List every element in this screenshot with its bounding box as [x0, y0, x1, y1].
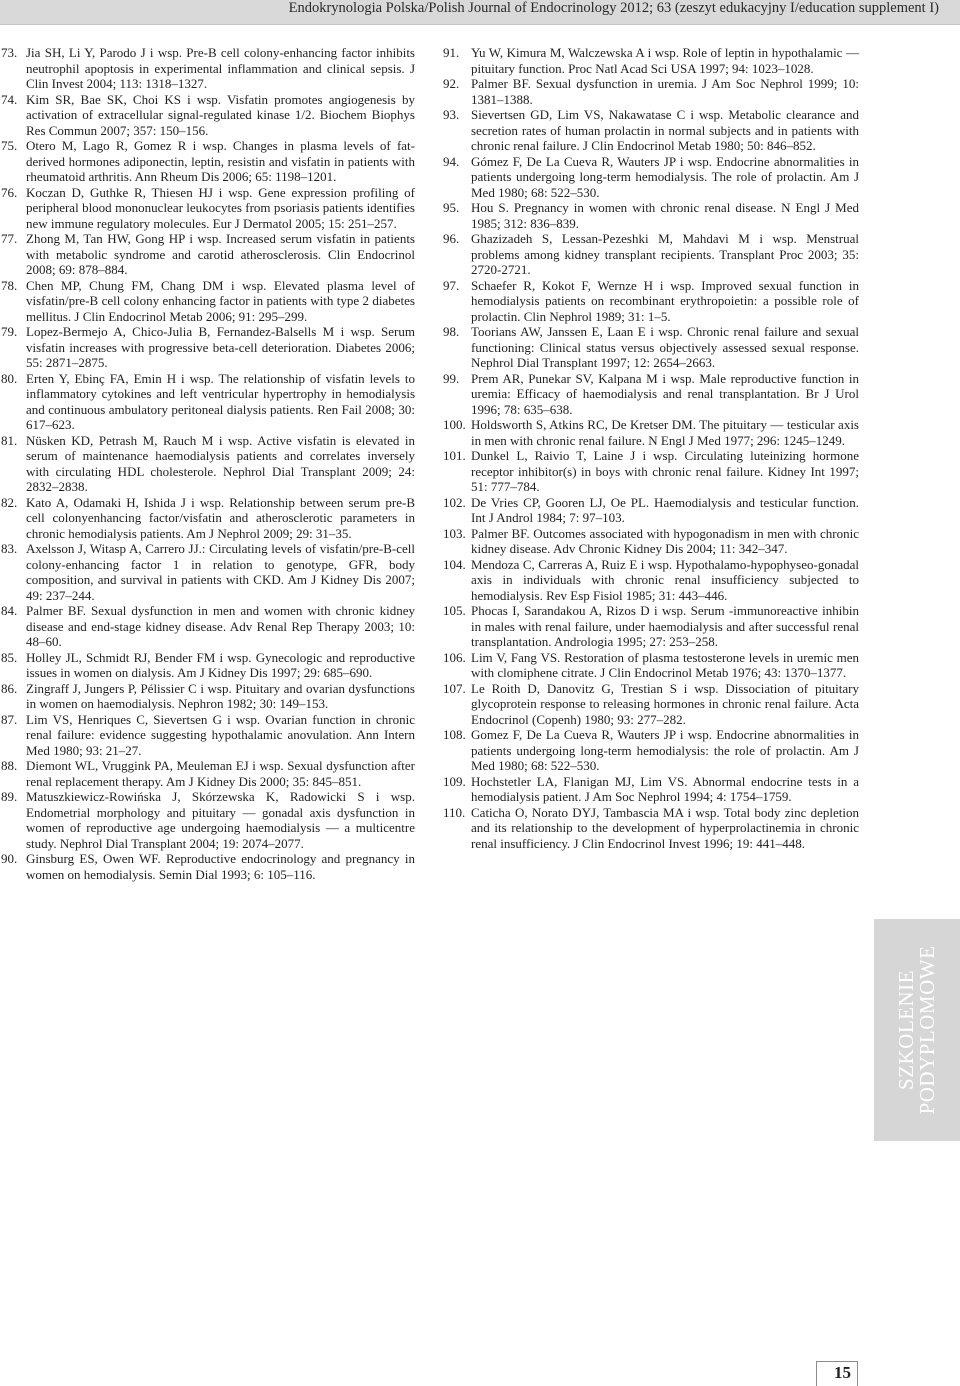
reference-99 — [443, 371, 859, 418]
reference-103 — [443, 526, 859, 557]
reference-number: 83. — [1, 541, 18, 556]
reference-number: 77. — [1, 231, 18, 246]
reference-84 — [1, 603, 415, 650]
running-header — [0, 0, 960, 25]
reference-89 — [1, 789, 415, 851]
reference-86 — [1, 681, 415, 712]
reference-text: Ginsburg ES, Owen WF. Reproductive endocrinology and pregnancy in women on hemodialysis. Semin Dial 1993; 6: 105–116. — [26, 851, 415, 882]
side-tab-line-2: PODYPLOMOWE — [915, 945, 939, 1115]
reference-text: Otero M, Lago R, Gomez R i wsp. Changes in plasma levels of fat-derived hormones adiponectin, leptin, resistin and visfatin in patients with rheumatoid arthritis. Ann Rheum Dis 2006; 65: 1198–1201. — [26, 138, 415, 184]
reference-number: 108. — [443, 727, 466, 742]
reference-110 — [443, 805, 859, 852]
reference-number: 76. — [1, 184, 18, 200]
running-header-title: Endokrynologia Polska/Polish Journal of Endocrinology 2012; 63 (zeszyt edukacyjny I/education supplement I) — [288, 0, 939, 16]
reference-text: Diemont WL, Vruggink PA, Meuleman EJ i wsp. Sexual dysfunction after renal replacement therapy. Am J Kidney Dis 2000; 35: 845–851. — [26, 758, 415, 789]
reference-text: Schaefer R, Kokot F, Wernze H i wsp. Improved sexual function in hemodialysis patients on recombinant erythropoietin: a possible role of prolactin. Clin Nephrol 1989; 31: 1–5. — [471, 277, 859, 324]
reference-number: 102. — [443, 494, 466, 510]
reference-text: Lim VS, Henriques C, Sievertsen G i wsp. Ovarian function in chronic renal failure: evidence suggesting hypothalamic anovulation. Ann Intern Med 1980; 93: 21–27. — [26, 711, 415, 758]
reference-text: Palmer BF. Outcomes associated with hypogonadism in men with chronic kidney disease. Adv Chronic Kidney Dis 2004; 11: 342–347. — [471, 525, 859, 556]
reference-number: 74. — [1, 91, 18, 107]
reference-97 — [443, 278, 859, 325]
reference-number: 93. — [443, 107, 460, 122]
reference-number: 101. — [443, 448, 466, 463]
reference-text: Axelsson J, Witasp A, Carrero JJ.: Circulating levels of visfatin/pre-B-cell colony-enhancing factor 1 in relation to genotype, GFR, body composition, and survival in patients with CKD. Am J Kidney Dis 2007; 49: 237–244. — [26, 541, 415, 603]
reference-text: Phocas I, Sarandakou A, Rizos D i wsp. Serum -immunoreactive inhibin in males with renal failure, under haemodialysis and after successful renal transplantation. Andrologia 1995; 27: 253–258. — [471, 603, 859, 649]
reference-text: Mendoza C, Carreras A, Ruiz E i wsp. Hypothalamo-hypophyseo-gonadal axis in individuals with chronic renal insufficiency subjected to hemodialysis. Rev Esp Fisiol 1985; 31: 443–446. — [471, 556, 859, 603]
reference-number: 85. — [1, 649, 18, 665]
reference-number: 75. — [1, 138, 18, 153]
reference-94 — [443, 154, 859, 201]
reference-81 — [1, 433, 415, 495]
reference-107 — [443, 681, 859, 728]
reference-text: Jia SH, Li Y, Parodo J i wsp. Pre-B cell colony-enhancing factor inhibits neutrophil apoptosis in experimental inflammation and clinical sepsis. J Clin Invest 2004; 113: 1318–1327. — [26, 45, 415, 91]
reference-91 — [443, 45, 859, 76]
reference-text: Toorians AW, Janssen E, Laan E i wsp. Chronic renal failure and sexual functioning: Clinical status versus objectively assessed sexual response. Nephrol Dial Transplant 1997; 12: 2654–2663. — [471, 324, 859, 370]
reference-number: 91. — [443, 45, 460, 60]
reference-number: 73. — [1, 45, 18, 60]
reference-number: 97. — [443, 277, 460, 293]
reference-85 — [1, 650, 415, 681]
reference-number: 79. — [1, 324, 18, 339]
reference-76 — [1, 185, 415, 232]
side-tab-line-1: SZKOLENIE — [894, 970, 918, 1090]
reference-104 — [443, 557, 859, 604]
page-number: 15 — [834, 1363, 851, 1382]
reference-number: 110. — [443, 804, 466, 820]
reference-82 — [1, 495, 415, 542]
reference-text: Hou S. Pregnancy in women with chronic renal disease. N Engl J Med 1985; 312: 836–839. — [471, 200, 859, 231]
reference-text: Gómez F, De La Cueva R, Wauters JP i wsp. Endocrine abnormalities in patients undergoing long-term hemodialysis. The role of prolactin. Am J Med 1980; 68: 522–530. — [471, 153, 859, 200]
reference-number: 80. — [1, 370, 18, 386]
reference-77 — [1, 231, 415, 278]
reference-98 — [443, 324, 859, 371]
reference-number: 98. — [443, 324, 460, 339]
reference-text: Lim V, Fang VS. Restoration of plasma testosterone levels in uremic men with clomiphene citrate. J Clin Endocrinol Metab 1976; 43: 1370–1377. — [471, 649, 859, 680]
reference-73 — [1, 45, 415, 92]
reference-text: Prem AR, Punekar SV, Kalpana M i wsp. Male reproductive function in uremia: Efficacy of haemodialysis and renal transplantation. Br J Urol 1996; 78: 635–638. — [471, 370, 859, 417]
reference-text: Caticha O, Norato DYJ, Tambascia MA i wsp. Total body zinc depletion and its relationship to the development of hyperprolactinemia in chronic renal insufficiency. J Clin Endocrinol Invest 1996; 19: 441–448. — [471, 804, 859, 851]
reference-number: 88. — [1, 758, 18, 773]
reference-number: 82. — [1, 494, 18, 510]
reference-95 — [443, 200, 859, 231]
page-number-box — [816, 1361, 858, 1386]
reference-text: Chen MP, Chung FM, Chang DM i wsp. Elevated plasma level of visfatin/pre-B cell colony enhancing factor in patients with type 2 diabetes mellitus. J Clin Endocrinol Metab 2006; 91: 295–299. — [26, 277, 415, 324]
reference-108 — [443, 727, 859, 774]
reference-80 — [1, 371, 415, 433]
reference-109 — [443, 774, 859, 805]
reference-74 — [1, 92, 415, 139]
reference-text: Erten Y, Ebinç FA, Emin H i wsp. The relationship of visfatin levels to inflammatory cytokines and left ventricular hypertrophy in hemodialysis and continuous ambulatory peritoneal dialysis patients. Ren Fail 2008; 30: 617–623. — [26, 370, 415, 432]
reference-number: 106. — [443, 649, 466, 665]
reference-79 — [1, 324, 415, 371]
reference-106 — [443, 650, 859, 681]
reference-text: Le Roith D, Danovitz G, Trestian S i wsp. Dissociation of pituitary glycoprotein response to releasing hormones in chronic renal failure. Acta Endocrinol (Copenh) 1980; 93: 277–282. — [471, 680, 859, 727]
reference-number: 89. — [1, 789, 18, 804]
reference-105 — [443, 603, 859, 650]
reference-text: Zingraff J, Jungers P, Pélissier C i wsp. Pituitary and ovarian dysfunctions in women on haemodialysis. Nephron 1982; 30: 149–153. — [26, 680, 415, 711]
reference-text: Hochstetler LA, Flanigan MJ, Lim VS. Abnormal endocrine tests in a hemodialysis patient. J Am Soc Nephrol 1994; 4: 1754–1759. — [471, 773, 859, 804]
reference-101 — [443, 448, 859, 495]
reference-number: 78. — [1, 277, 18, 293]
reference-text: Zhong M, Tan HW, Gong HP i wsp. Increased serum visfatin in patients with metabolic syndrome and carotid atherosclerosis. Clin Endocrinol 2008; 69: 878–884. — [26, 231, 415, 277]
reference-text: Gomez F, De La Cueva R, Wauters JP i wsp. Endocrine abnormalities in patients undergoing long-term hemodialysis: the role of prolactin. Am J Med 1980; 68: 522–530. — [471, 727, 859, 773]
reference-number: 104. — [443, 556, 466, 572]
reference-text: Holdsworth S, Atkins RC, De Kretser DM. The pituitary — testicular axis in men with chronic renal failure. N Engl J Med 1977; 296: 1245–1249. — [471, 417, 859, 448]
reference-96 — [443, 231, 859, 278]
side-tab-label — [896, 946, 938, 1115]
reference-83 — [1, 541, 415, 603]
section-side-tab — [874, 919, 960, 1141]
reference-text: Palmer BF. Sexual dysfunction in uremia. J Am Soc Nephrol 1999; 10: 1381–1388. — [471, 76, 859, 107]
reference-number: 103. — [443, 525, 466, 541]
reference-text: Dunkel L, Raivio T, Laine J i wsp. Circulating luteinizing hormone receptor inhibitor(s) in boys with chronic renal failure. Kidney Int 1997; 51: 777–784. — [471, 448, 859, 494]
reference-87 — [1, 712, 415, 759]
reference-90 — [1, 851, 415, 882]
references-right-column — [443, 45, 859, 851]
reference-number: 100. — [443, 417, 466, 432]
reference-text: Holley JL, Schmidt RJ, Bender FM i wsp. Gynecologic and reproductive issues in women on dialysis. Am J Kidney Dis 1997; 29: 685–690. — [26, 649, 415, 680]
reference-text: De Vries CP, Gooren LJ, Oe PL. Haemodialysis and testicular function. Int J Androl 1984; 7: 97–103. — [471, 494, 859, 525]
reference-88 — [1, 758, 415, 789]
reference-text: Palmer BF. Sexual dysfunction in men and women with chronic kidney disease and end-stage kidney disease. Adv Renal Rep Therapy 2003; 10: 48–60. — [26, 603, 415, 649]
reference-text: Nüsken KD, Petrash M, Rauch M i wsp. Active visfatin is elevated in serum of maintenance haemodialysis patients and correlates inversely with circulating HDL cholesterole. Nephrol Dial Transplant 2009; 24: 2832–2838. — [26, 432, 415, 494]
reference-number: 87. — [1, 711, 18, 727]
reference-number: 105. — [443, 603, 466, 618]
reference-text: Ghazizadeh S, Lessan-Pezeshki M, Mahdavi M i wsp. Menstrual problems among kidney transplant recipients. Transplant Proc 2003; 35: 2720-2721. — [471, 231, 859, 277]
reference-text: Matuszkiewicz-Rowińska J, Skórzewska K, Radowicki S i wsp. Endometrial morphology and pituitary — gonadal axis dysfunction in women of reproductive age undergoing haemodialysis — a multicentre study. Nephrol Dial Transplant 2004; 19: 2074–2077. — [26, 789, 415, 851]
references-left-column — [1, 45, 415, 882]
reference-text: Koczan D, Guthke R, Thiesen HJ i wsp. Gene expression profiling of peripheral blood mononuclear leukocytes from psoriasis patients identifies new immune regulatory molecules. Eur J Dermatol 2005; 15: 251–257. — [26, 184, 415, 231]
reference-number: 90. — [1, 851, 18, 866]
reference-text: Kato A, Odamaki H, Ishida J i wsp. Relationship between serum pre-B cell colonyenhancing factor/visfatin and atherosclerotic parameters in chronic hemodialysis patients. Am J Nephrol 2009; 29: 31–35. — [26, 494, 415, 541]
reference-number: 86. — [1, 680, 18, 696]
reference-number: 94. — [443, 153, 460, 169]
reference-75 — [1, 138, 415, 185]
reference-text: Kim SR, Bae SK, Choi KS i wsp. Visfatin promotes angiogenesis by activation of extracellular signal-regulated kinase 1/2. Biochem Biophys Res Commun 2007; 357: 150–156. — [26, 91, 415, 138]
reference-number: 96. — [443, 231, 460, 246]
reference-text: Lopez-Bermejo A, Chico-Julia B, Fernandez-Balsells M i wsp. Serum visfatin increases with progressive beta-cell deterioration. Diabetes 2006; 55: 2871–2875. — [26, 324, 415, 370]
reference-78 — [1, 278, 415, 325]
reference-number: 92. — [443, 76, 460, 91]
reference-92 — [443, 76, 859, 107]
reference-100 — [443, 417, 859, 448]
reference-number: 109. — [443, 773, 466, 789]
reference-102 — [443, 495, 859, 526]
reference-number: 81. — [1, 432, 18, 448]
reference-number: 95. — [443, 200, 460, 215]
reference-text: Sievertsen GD, Lim VS, Nakawatase C i wsp. Metabolic clearance and secretion rates of human prolactin in normal subjects and in patients with chronic renal failure. J Clin Endocrinol Metab 1980; 50: 846–852. — [471, 107, 859, 153]
reference-number: 107. — [443, 680, 466, 696]
reference-93 — [443, 107, 859, 154]
reference-text: Yu W, Kimura M, Walczewska A i wsp. Role of leptin in hypothalamic — pituitary function. Proc Natl Acad Sci USA 1997; 94: 1023–1028. — [471, 45, 859, 76]
reference-number: 84. — [1, 603, 18, 618]
reference-number: 99. — [443, 370, 460, 386]
